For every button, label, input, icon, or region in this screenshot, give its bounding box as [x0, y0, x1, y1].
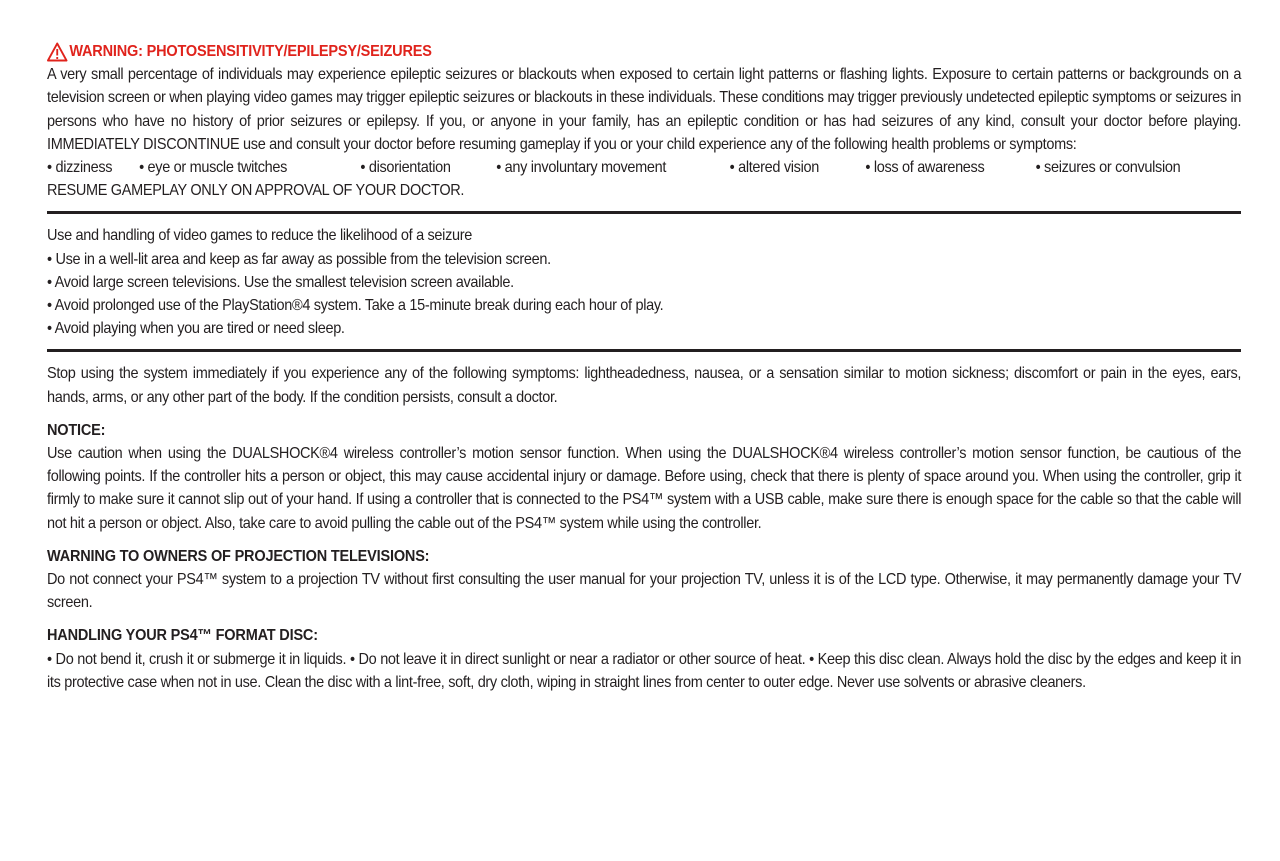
photosensitivity-title-text: WARNING: PHOTOSENSITIVITY/EPILEPSY/SEIZURES	[69, 43, 432, 60]
notice-title: NOTICE:	[47, 421, 106, 439]
notice-section	[47, 419, 1241, 535]
handling-item: • Use in a well-lit area and keep as far away as possible from the television screen.	[47, 250, 551, 268]
photosensitivity-title	[47, 40, 1241, 63]
projection-body: Do not connect your PS4™ system to a projection TV without first consulting the user manual for your projection TV, unless it is of the LCD type. Otherwise, it may permanently damage your TV screen.	[47, 571, 1242, 612]
stop-body: Stop using the system immediately if you experience any of the following symptoms: lightheadedness, nausea, or a sensation similar to motion sickness; discomfort or pain in the eyes, ears, hands, arms, or any other part of the body. If the condition persists, consult a doctor.	[47, 365, 1242, 406]
handling-item: • Avoid prolonged use of the PlayStation®4 system. Take a 15-minute break during each hour of play.	[47, 297, 664, 315]
section-divider	[47, 211, 1241, 214]
symptom-item: • altered vision	[729, 159, 819, 177]
resume-gameplay-note: RESUME GAMEPLAY ONLY ON APPROVAL OF YOUR DOCTOR.	[47, 182, 465, 200]
disc-title: HANDLING YOUR PS4™ FORMAT DISC:	[47, 627, 318, 645]
symptom-item: • eye or muscle twitches	[139, 159, 288, 177]
symptom-item: • loss of awareness	[865, 159, 985, 177]
projection-section	[47, 545, 1241, 615]
photosensitivity-section	[47, 40, 1241, 202]
projection-title: WARNING TO OWNERS OF PROJECTION TELEVISIONS:	[47, 547, 430, 565]
symptom-item: • any involuntary movement	[496, 159, 667, 177]
handling-item: • Avoid playing when you are tired or need sleep.	[47, 320, 345, 338]
handling-section	[47, 224, 1241, 340]
symptom-list	[47, 156, 1241, 179]
section-divider	[47, 349, 1241, 352]
disc-section	[47, 624, 1241, 694]
symptom-item: • seizures or convulsion	[1035, 159, 1181, 177]
symptom-item: • dizziness	[47, 159, 113, 177]
disc-body: • Do not bend it, crush it or submerge it in liquids. • Do not leave it in direct sunlight or near a radiator or other source of heat. • Keep this disc clean. Always hold the disc by the edges and keep it in its protective case when not in use. Clean the disc with a lint-free, soft, dry cloth, wiping in straight lines from center to outer edge. Never use solvents or abrasive cleaners.	[47, 650, 1242, 691]
stop-section	[47, 362, 1241, 408]
notice-body: Use caution when using the DUALSHOCK®4 wireless controller’s motion sensor function. When using the DUALSHOCK®4 wireless controller’s motion sensor function, be cautious of the following points. If the controller hits a person or object, this may cause accidental injury or damage. Before using, check that there is plenty of space around you. When using the controller, grip it firmly to make sure it cannot slip out of your hand. If using a controller that is connected to the PS4™ system with a USB cable, make sure there is enough space for the cable so that the cable will not hit a person or object. Also, take care to avoid pulling the cable out of the PS4™ system while using the controller.	[47, 445, 1242, 532]
photosensitivity-body: A very small percentage of individuals may experience epileptic seizures or blackouts when exposed to certain light patterns or flashing lights. Exposure to certain patterns or backgrounds on a television screen or when playing video games may trigger epileptic seizures or blackouts in these individuals. These conditions may trigger previously undetected epileptic symptoms or seizures in persons who have no history of prior seizures or epilepsy. If you, or anyone in your family, has an epileptic condition or has had seizures of any kind, consult your doctor before playing. IMMEDIATELY DISCONTINUE use and consult your doctor before resuming gameplay if you or your child experience any of the following health problems or symptoms:	[47, 66, 1242, 153]
handling-intro: Use and handling of video games to reduce the likelihood of a seizure	[47, 227, 472, 245]
health-warning-page	[47, 40, 1241, 694]
symptom-item: • disorientation	[360, 159, 451, 177]
handling-item: • Avoid large screen televisions. Use the smallest television screen available.	[47, 273, 514, 291]
warning-triangle-icon	[47, 42, 67, 62]
